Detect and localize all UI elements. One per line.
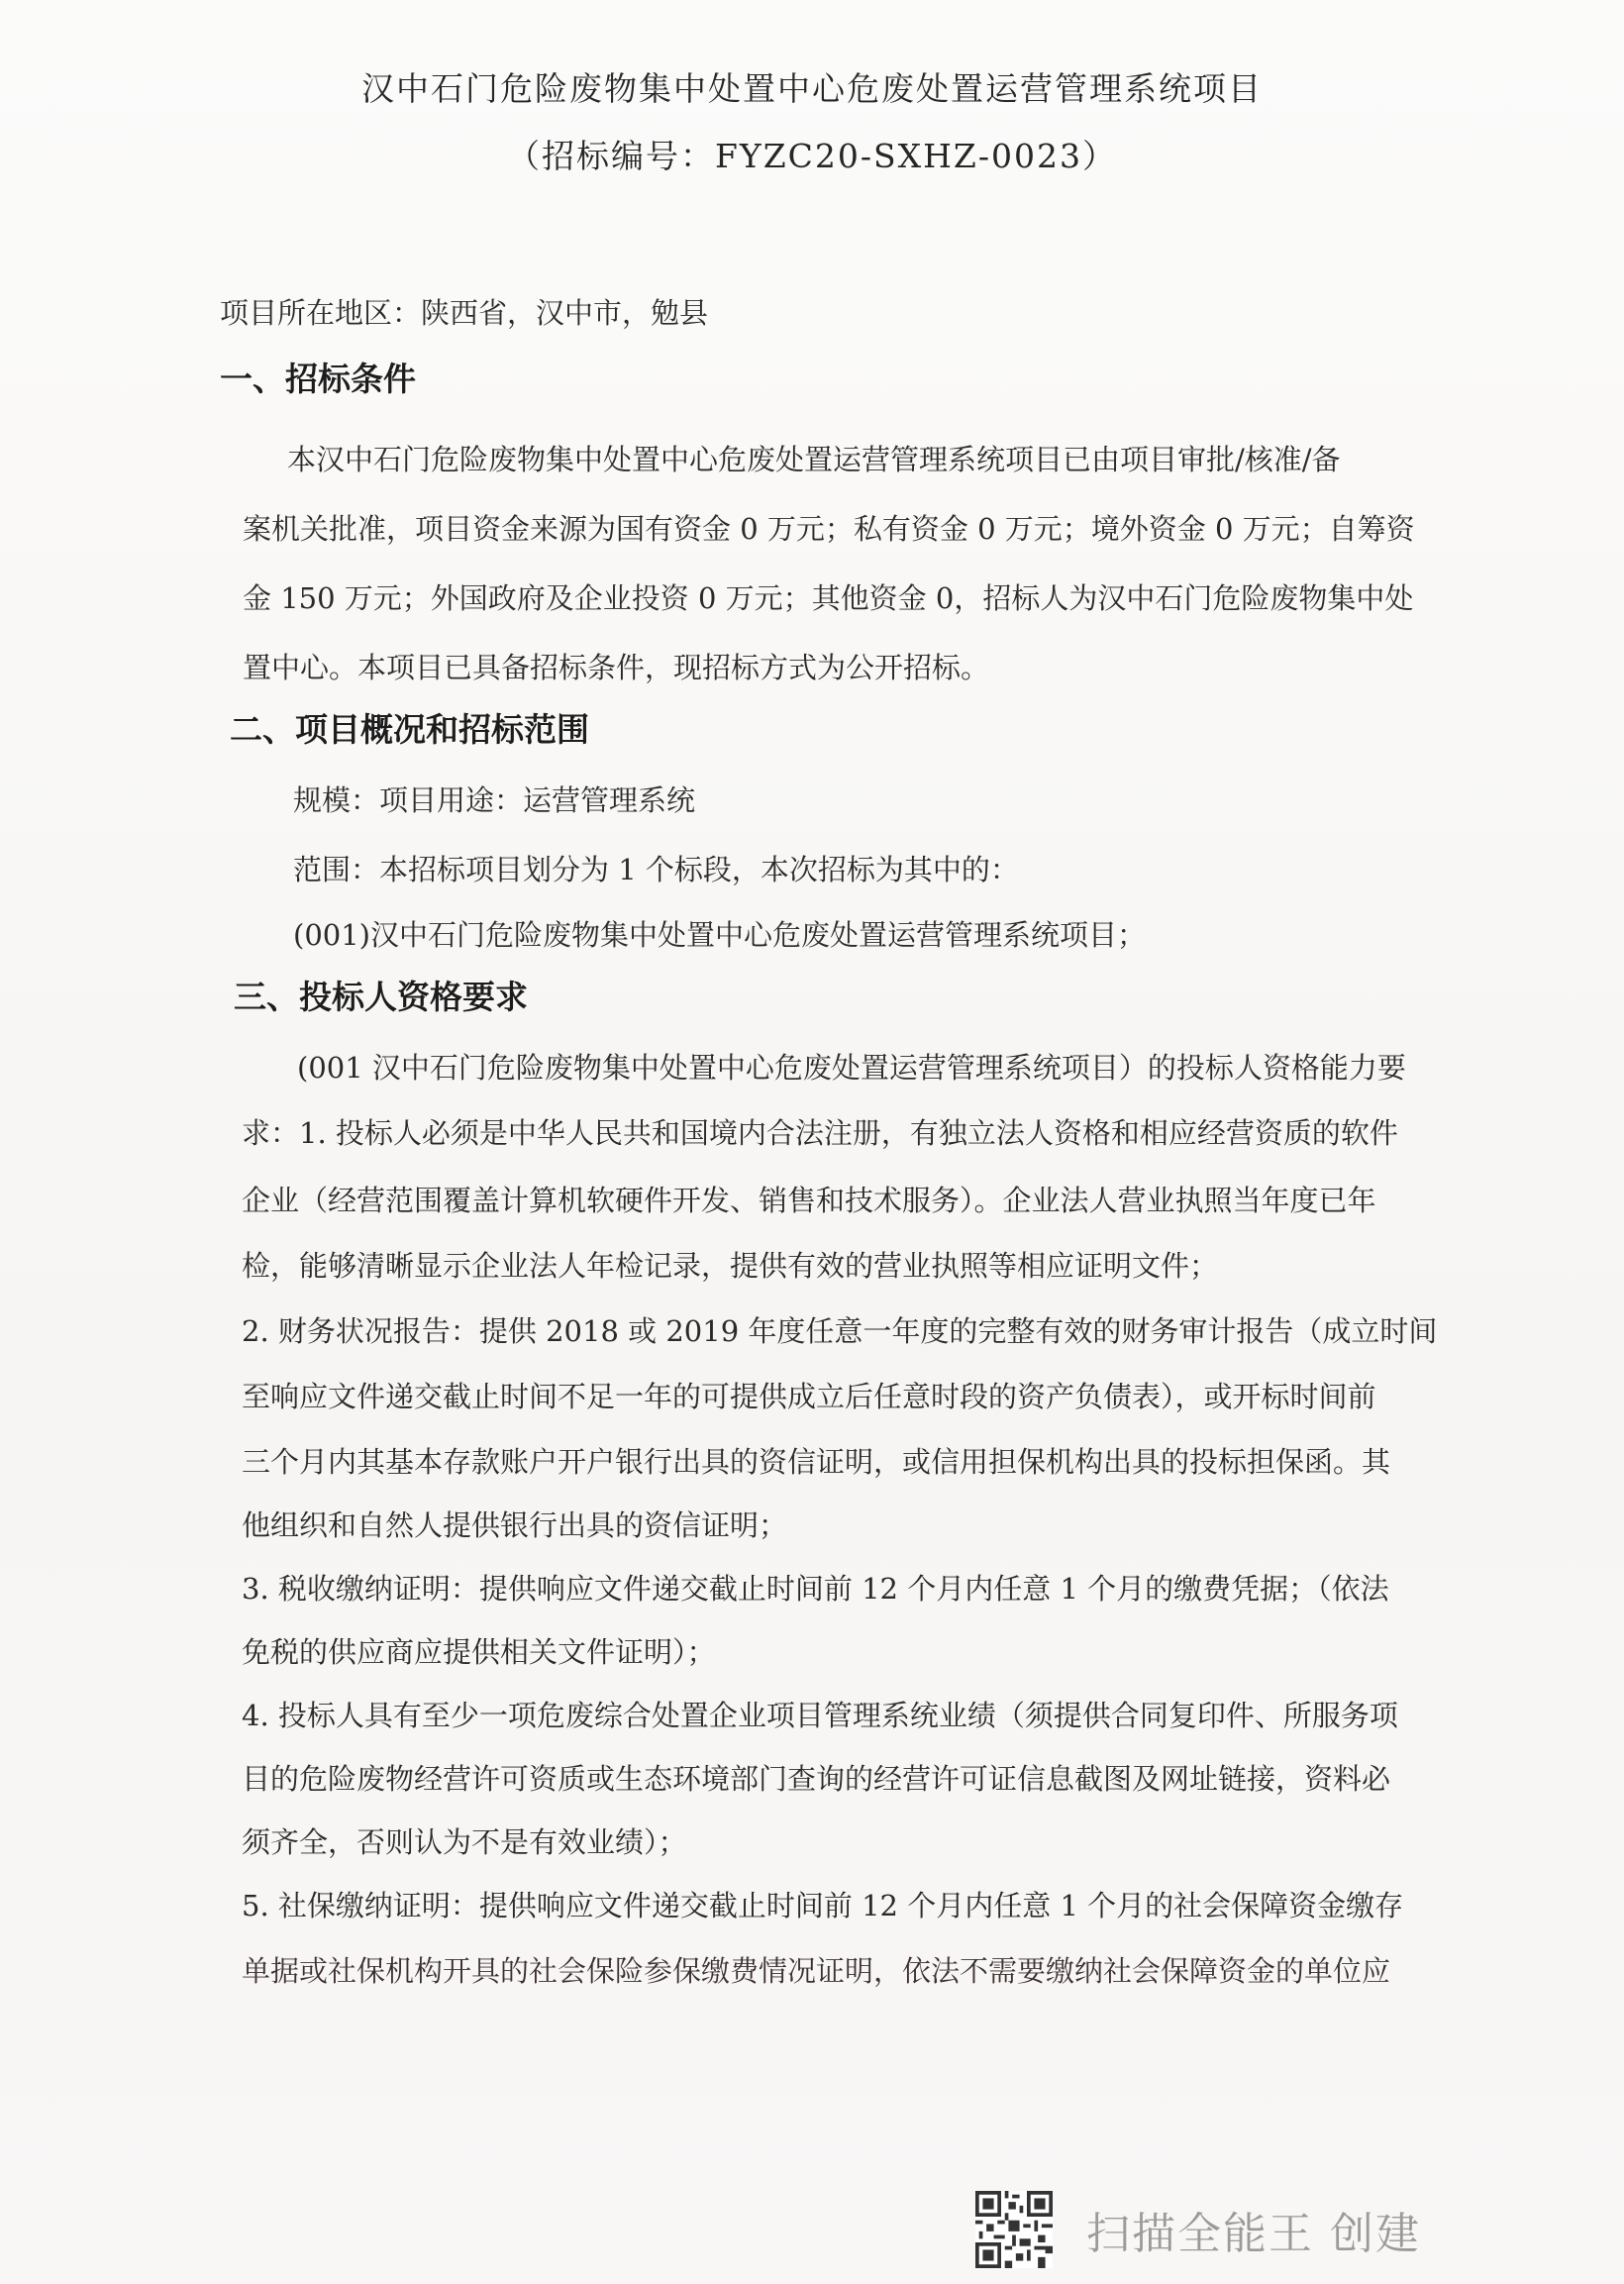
paragraph-line: 2. 财务状况报告：提供 2018 或 2019 年度任意一年度的完整有效的财务审计报告（成立时间 [242,1314,1438,1348]
project-location: 项目所在地区：陕西省，汉中市，勉县 [220,296,709,330]
paragraph-line: 单据或社保机构开具的社会保险参保缴费情况证明，依法不需要缴纳社会保障资金的单位应 [242,1954,1391,1988]
paragraph-line: 须齐全，否则认为不是有效业绩）； [242,1825,687,1859]
paragraph-line: 案机关批准，项目资金来源为国有资金 0 万元；私有资金 0 万元；境外资金 0 万元；自筹资 [243,512,1415,546]
section-heading-3: 三、投标人资格要求 [234,978,528,1016]
paragraph-line: 5. 社保缴纳证明：提供响应文件递交截止时间前 12 个月内任意 1 个月的社会保障资金缴存 [242,1889,1404,1922]
paragraph-line: 求：1. 投标人必须是中华人民共和国境内合法注册，有独立法人资格和相应经营资质的软件 [242,1116,1398,1150]
section-heading-2: 二、项目概况和招标范围 [230,710,589,749]
paragraph-line: 4. 投标人具有至少一项危废综合处置企业项目管理系统业绩（须提供合同复印件、所服务项 [242,1699,1398,1732]
paragraph-line: 企业（经营范围覆盖计算机软硬件开发、销售和技术服务）。企业法人营业执照当年度已年 [242,1184,1376,1217]
scanner-watermark [975,2191,1421,2268]
paragraph-line: (001)汉中石门危险废物集中处置中心危废处置运营管理系统项目； [293,918,1146,952]
bid-number: （招标编号：FYZC20-SXHZ-0023） [507,137,1117,175]
qr-code-icon [975,2191,1053,2268]
paragraph-line: 范围：本招标项目划分为 1 个标段，本次招标为其中的： [293,853,1019,886]
paragraph-line: 本汉中石门危险废物集中处置中心危废处置运营管理系统项目已由项目审批/核准/备 [287,443,1341,476]
paragraph-line: 3. 税收缴纳证明：提供响应文件递交截止时间前 12 个月内任意 1 个月的缴费凭据；（依法 [242,1572,1389,1606]
paragraph-line: 免税的供应商应提供相关文件证明）； [242,1635,716,1669]
paragraph-line: 目的危险废物经营许可资质或生态环境部门查询的经营许可证信息截图及网址链接，资料必 [242,1762,1391,1796]
section-heading-1: 一、招标条件 [220,360,416,398]
paragraph-line: 至响应文件递交截止时间不足一年的可提供成立后任意时段的资产负债表），或开标时间前 [242,1380,1376,1413]
paragraph-line: 金 150 万元；外国政府及企业投资 0 万元；其他资金 0，招标人为汉中石门危险废物集中处 [243,581,1414,615]
document-title: 汉中石门危险废物集中处置中心危废处置运营管理系统项目 [361,69,1263,108]
paragraph-line: 置中心。本项目已具备招标条件，现招标方式为公开招标。 [243,651,990,684]
paragraph-line: (001 汉中石门危险废物集中处置中心危废处置运营管理系统项目）的投标人资格能力要 [297,1051,1406,1085]
paragraph-line: 他组织和自然人提供银行出具的资信证明； [242,1508,788,1542]
paragraph-line: 三个月内其基本存款账户开户银行出具的资信证明，或信用担保机构出具的投标担保函。其 [242,1445,1391,1479]
scanner-app-label: 扫描全能王 创建 [1086,2209,1421,2259]
paragraph-line: 检，能够清晰显示企业法人年检记录，提供有效的营业执照等相应证明文件； [242,1249,1219,1283]
paragraph-line: 规模：项目用途：运营管理系统 [293,783,696,817]
